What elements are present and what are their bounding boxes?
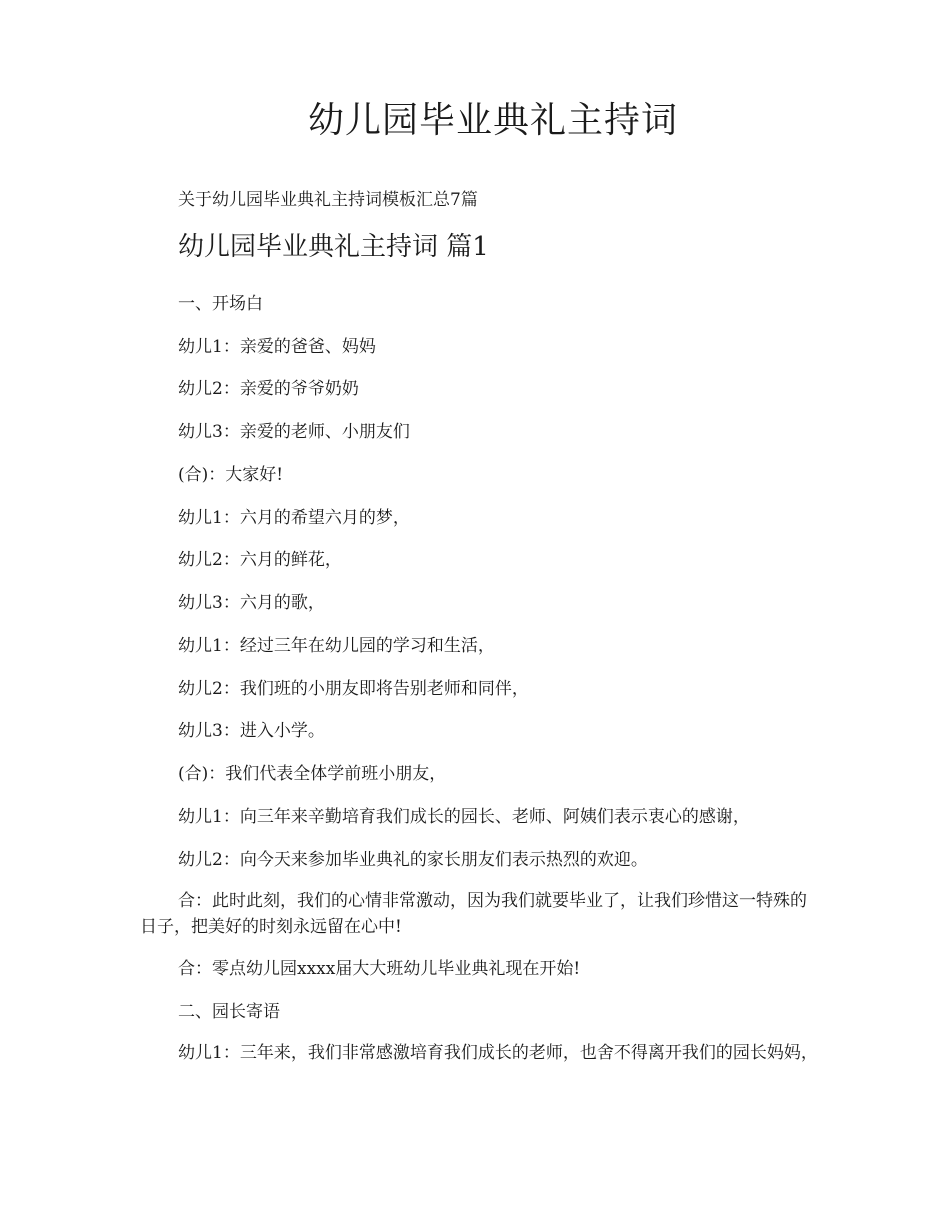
- paragraph-line: 幼儿2：六月的鲜花，: [178, 550, 342, 570]
- paragraph-line: (合)：大家好!: [178, 465, 284, 485]
- paragraph-line: 幼儿2：向今天来参加毕业典礼的家长朋友们表示热烈的欢迎。: [178, 850, 648, 870]
- paragraph-line: (合)：我们代表全体学前班小朋友，: [178, 764, 447, 784]
- document-subtitle: 关于幼儿园毕业典礼主持词模板汇总7篇: [178, 190, 478, 210]
- paragraph-line: 幼儿3：亲爱的老师、小朋友们: [178, 422, 410, 442]
- paragraph-line: 幼儿1：经过三年在幼儿园的学习和生活，: [178, 636, 495, 656]
- paragraph-line: 幼儿2：亲爱的爷爷奶奶: [178, 379, 359, 399]
- paragraph-line: 幼儿3：进入小学。: [178, 721, 325, 741]
- paragraph-line: 幼儿1：向三年来辛勤培育我们成长的园长、老师、阿姨们表示衷心的感谢，: [178, 807, 750, 827]
- paragraph-line: 幼儿1：六月的希望六月的梦，: [178, 508, 410, 528]
- paragraph-line: 二、园长寄语: [178, 1002, 280, 1022]
- paragraph-wrapped: 合：此时此刻，我们的心情非常激动，因为我们就要毕业了，让我们珍惜这一特殊的日子，把美好的时刻永远留在心中!: [140, 891, 807, 937]
- paragraph-line: 幼儿3：六月的歌，: [178, 593, 325, 613]
- paragraph-line: 幼儿2：我们班的小朋友即将告别老师和同伴，: [178, 679, 529, 699]
- paragraph-line: 幼儿1：亲爱的爸爸、妈妈: [178, 337, 376, 357]
- document-title: 幼儿园毕业典礼主持词: [307, 100, 678, 141]
- paragraph-line: 合：零点幼儿园xxxx届大大班幼儿毕业典礼现在开始!: [178, 959, 581, 979]
- section-heading: 幼儿园毕业典礼主持词 篇1: [178, 232, 489, 262]
- paragraph-wrapped: 幼儿1：三年来，我们非常感激培育我们成长的老师，也舍不得离开我们的园长妈妈，: [178, 1043, 818, 1063]
- paragraph-line: 一、开场白: [178, 294, 263, 314]
